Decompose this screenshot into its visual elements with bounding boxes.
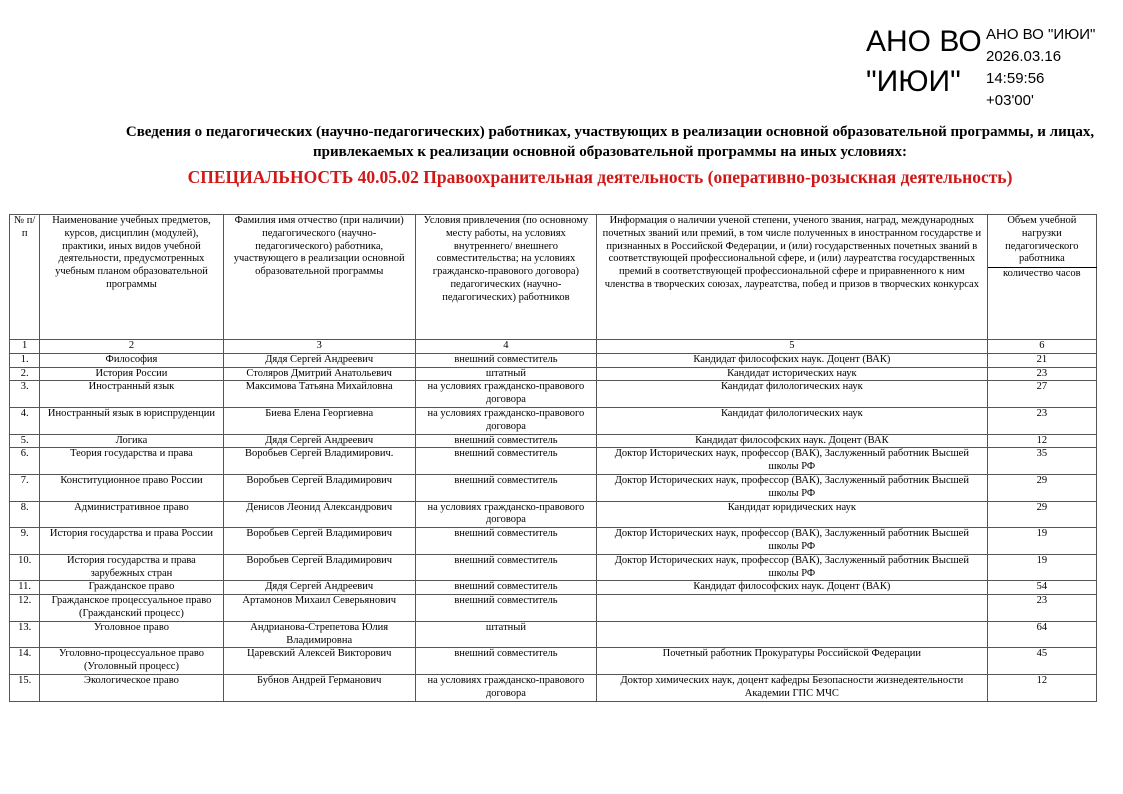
row-hours: 29 xyxy=(987,474,1096,501)
row-hours: 19 xyxy=(987,554,1096,581)
header-name: Фамилия имя отчество (при наличии) педагогического (научно-педагогического) работника, участвующего в реализации основной образовательной программы xyxy=(223,215,415,340)
row-teacher-name: Воробьев Сергей Владимирович xyxy=(223,474,415,501)
row-conditions: на условиях гражданско-правового договора xyxy=(415,501,596,528)
row-qualifications: Доктор химических наук, доцент кафедры Безопасности жизнедеятельности Академии ГПС МЧС xyxy=(597,674,988,701)
row-teacher-name: Денисов Леонид Александрович xyxy=(223,501,415,528)
table-row xyxy=(10,621,1097,648)
header-load-hours: количество часов xyxy=(987,268,1096,340)
row-qualifications: Кандидат философских наук. Доцент (ВАК) xyxy=(597,581,988,595)
row-conditions: на условиях гражданско-правового договора xyxy=(415,407,596,434)
row-subject: Уголовное право xyxy=(40,621,223,648)
row-qualifications: Доктор Исторических наук, профессор (ВАК), Заслуженный работник Высшей школы РФ xyxy=(597,554,988,581)
row-number: 15. xyxy=(10,674,40,701)
row-hours: 29 xyxy=(987,501,1096,528)
header-num: № п/п xyxy=(10,215,40,340)
row-number: 8. xyxy=(10,501,40,528)
row-hours: 45 xyxy=(987,648,1096,675)
row-subject: Теория государства и права xyxy=(40,448,223,475)
row-conditions: внешний совместитель xyxy=(415,554,596,581)
column-number: 4 xyxy=(415,340,596,354)
row-hours: 12 xyxy=(987,674,1096,701)
row-teacher-name: Дядя Сергей Андреевич xyxy=(223,434,415,448)
row-teacher-name: Максимова Татьяна Михайловна xyxy=(223,381,415,408)
row-number: 2. xyxy=(10,367,40,381)
row-subject: Административное право xyxy=(40,501,223,528)
table-row xyxy=(10,434,1097,448)
row-conditions: на условиях гражданско-правового договора xyxy=(415,381,596,408)
row-hours: 23 xyxy=(987,595,1096,622)
row-subject: История России xyxy=(40,367,223,381)
stamp-details xyxy=(986,24,1095,112)
stamp-org-large xyxy=(866,22,986,112)
table-row xyxy=(10,581,1097,595)
row-subject: Философия xyxy=(40,353,223,367)
row-number: 11. xyxy=(10,581,40,595)
row-subject: Уголовно-процессуальное право (Уголовный процесс) xyxy=(40,648,223,675)
row-hours: 27 xyxy=(987,381,1096,408)
table-row xyxy=(10,554,1097,581)
staff-table xyxy=(9,214,1097,702)
table-row xyxy=(10,381,1097,408)
table-row xyxy=(10,501,1097,528)
row-qualifications: Кандидат философских наук. Доцент (ВАК xyxy=(597,434,988,448)
row-number: 13. xyxy=(10,621,40,648)
row-teacher-name: Дядя Сергей Андреевич xyxy=(223,581,415,595)
row-conditions: внешний совместитель xyxy=(415,474,596,501)
header-conditions: Условия привлечения (по основному месту работы, на условиях внутреннего/ внешнего совместительства; на условиях гражданско-правового договора) педагогических (научно-педагогических) работников xyxy=(415,215,596,340)
column-number: 2 xyxy=(40,340,223,354)
stamp-time: 14:59:56 xyxy=(986,70,1045,87)
digital-signature-stamp xyxy=(866,22,1095,112)
table-row xyxy=(10,448,1097,475)
row-qualifications: Кандидат филологических наук xyxy=(597,407,988,434)
row-conditions: внешний совместитель xyxy=(415,528,596,555)
column-number: 3 xyxy=(223,340,415,354)
row-number: 12. xyxy=(10,595,40,622)
row-subject: Экологическое право xyxy=(40,674,223,701)
table-row xyxy=(10,528,1097,555)
row-teacher-name: Андрианова-Стрепетова Юлия Владимировна xyxy=(223,621,415,648)
row-number: 14. xyxy=(10,648,40,675)
row-qualifications: Кандидат юридических наук xyxy=(597,501,988,528)
row-subject: История государства и права России xyxy=(40,528,223,555)
table-row xyxy=(10,367,1097,381)
table-row xyxy=(10,407,1097,434)
row-teacher-name: Дядя Сергей Андреевич xyxy=(223,353,415,367)
row-number: 7. xyxy=(10,474,40,501)
row-conditions: внешний совместитель xyxy=(415,434,596,448)
row-teacher-name: Артамонов Михаил Северьянович xyxy=(223,595,415,622)
row-teacher-name: Биева Елена Георгиевна xyxy=(223,407,415,434)
row-number: 10. xyxy=(10,554,40,581)
row-hours: 23 xyxy=(987,367,1096,381)
row-subject: Гражданское процессуальное право (Гражданский процесс) xyxy=(40,595,223,622)
row-hours: 64 xyxy=(987,621,1096,648)
row-subject: Иностранный язык xyxy=(40,381,223,408)
row-conditions: внешний совместитель xyxy=(415,581,596,595)
row-qualifications: Кандидат филологических наук xyxy=(597,381,988,408)
row-conditions: внешний совместитель xyxy=(415,448,596,475)
stamp-org-large-line1: АНО ВО xyxy=(866,25,982,58)
stamp-timezone: +03'00' xyxy=(986,92,1034,109)
table-row xyxy=(10,595,1097,622)
header-subject: Наименование учебных предметов, курсов, дисциплин (модулей), практики, иных видов учебной деятельности, предусмотренных учебным планом образовательной программы xyxy=(40,215,223,340)
column-number-row xyxy=(10,340,1097,354)
row-qualifications xyxy=(597,621,988,648)
header-info: Информация о наличии ученой степени, ученого звания, наград, международных почетных званий или премий, в том числе полученных в иностранном государстве и признанных в Российской Федерации, и (или) государственных почетных званий в соответствующей профессиональной сфере, и (или) лауреатства государственных премий в соответствующей профессиональной сфере и приравненного к ним членства в творческих союзах, лауреатства, побед и призов в творческих конкурсах xyxy=(597,215,988,340)
row-qualifications: Доктор Исторических наук, профессор (ВАК), Заслуженный работник Высшей школы РФ xyxy=(597,448,988,475)
row-subject: История государства и права зарубежных стран xyxy=(40,554,223,581)
row-hours: 12 xyxy=(987,434,1096,448)
row-teacher-name: Воробьев Сергей Владимирович xyxy=(223,528,415,555)
row-qualifications: Доктор Исторических наук, профессор (ВАК), Заслуженный работник Высшей школы РФ xyxy=(597,474,988,501)
row-hours: 19 xyxy=(987,528,1096,555)
row-hours: 23 xyxy=(987,407,1096,434)
stamp-org-large-line2: "ИЮИ" xyxy=(866,65,961,98)
table-row xyxy=(10,674,1097,701)
table-row xyxy=(10,353,1097,367)
table-row xyxy=(10,648,1097,675)
row-number: 4. xyxy=(10,407,40,434)
row-qualifications: Почетный работник Прокуратуры Российской Федерации xyxy=(597,648,988,675)
row-conditions: внешний совместитель xyxy=(415,648,596,675)
row-number: 3. xyxy=(10,381,40,408)
row-subject: Конституционное право России xyxy=(40,474,223,501)
column-number: 5 xyxy=(597,340,988,354)
row-conditions: внешний совместитель xyxy=(415,353,596,367)
row-conditions: на условиях гражданско-правового договора xyxy=(415,674,596,701)
row-qualifications: Кандидат исторических наук xyxy=(597,367,988,381)
row-hours: 54 xyxy=(987,581,1096,595)
table-row xyxy=(10,474,1097,501)
row-number: 1. xyxy=(10,353,40,367)
row-teacher-name: Царевский Алексей Викторович xyxy=(223,648,415,675)
specialty-heading: СПЕЦИАЛЬНОСТЬ 40.05.02 Правоохранительная деятельность (оперативно-розыскная деятельность) xyxy=(187,167,1013,187)
row-teacher-name: Столяров Дмитрий Анатольевич xyxy=(223,367,415,381)
row-hours: 21 xyxy=(987,353,1096,367)
row-conditions: внешний совместитель xyxy=(415,595,596,622)
row-qualifications: Доктор Исторических наук, профессор (ВАК), Заслуженный работник Высшей школы РФ xyxy=(597,528,988,555)
row-subject: Гражданское право xyxy=(40,581,223,595)
row-qualifications xyxy=(597,595,988,622)
row-number: 5. xyxy=(10,434,40,448)
row-conditions: штатный xyxy=(415,367,596,381)
row-number: 9. xyxy=(10,528,40,555)
row-subject: Логика xyxy=(40,434,223,448)
row-number: 6. xyxy=(10,448,40,475)
column-number: 1 xyxy=(10,340,40,354)
document-title: Сведения о педагогических (научно-педагогических) работниках, участвующих в реализации основной образовательной программы, и лицах, привлекаемых к реализации основной образовательной программы на иных условиях: xyxy=(125,124,1095,160)
stamp-date: 2026.03.16 xyxy=(986,48,1062,65)
row-hours: 35 xyxy=(987,448,1096,475)
stamp-org: АНО ВО "ИЮИ" xyxy=(986,26,1096,43)
row-qualifications: Кандидат философских наук. Доцент (ВАК) xyxy=(597,353,988,367)
column-number: 6 xyxy=(987,340,1096,354)
row-conditions: штатный xyxy=(415,621,596,648)
row-teacher-name: Воробьев Сергей Владимирович. xyxy=(223,448,415,475)
row-teacher-name: Бубнов Андрей Германович xyxy=(223,674,415,701)
header-load: Объем учебной нагрузки педагогического работника xyxy=(987,215,1096,268)
row-teacher-name: Воробьев Сергей Владимирович xyxy=(223,554,415,581)
row-subject: Иностранный язык в юриспруденции xyxy=(40,407,223,434)
